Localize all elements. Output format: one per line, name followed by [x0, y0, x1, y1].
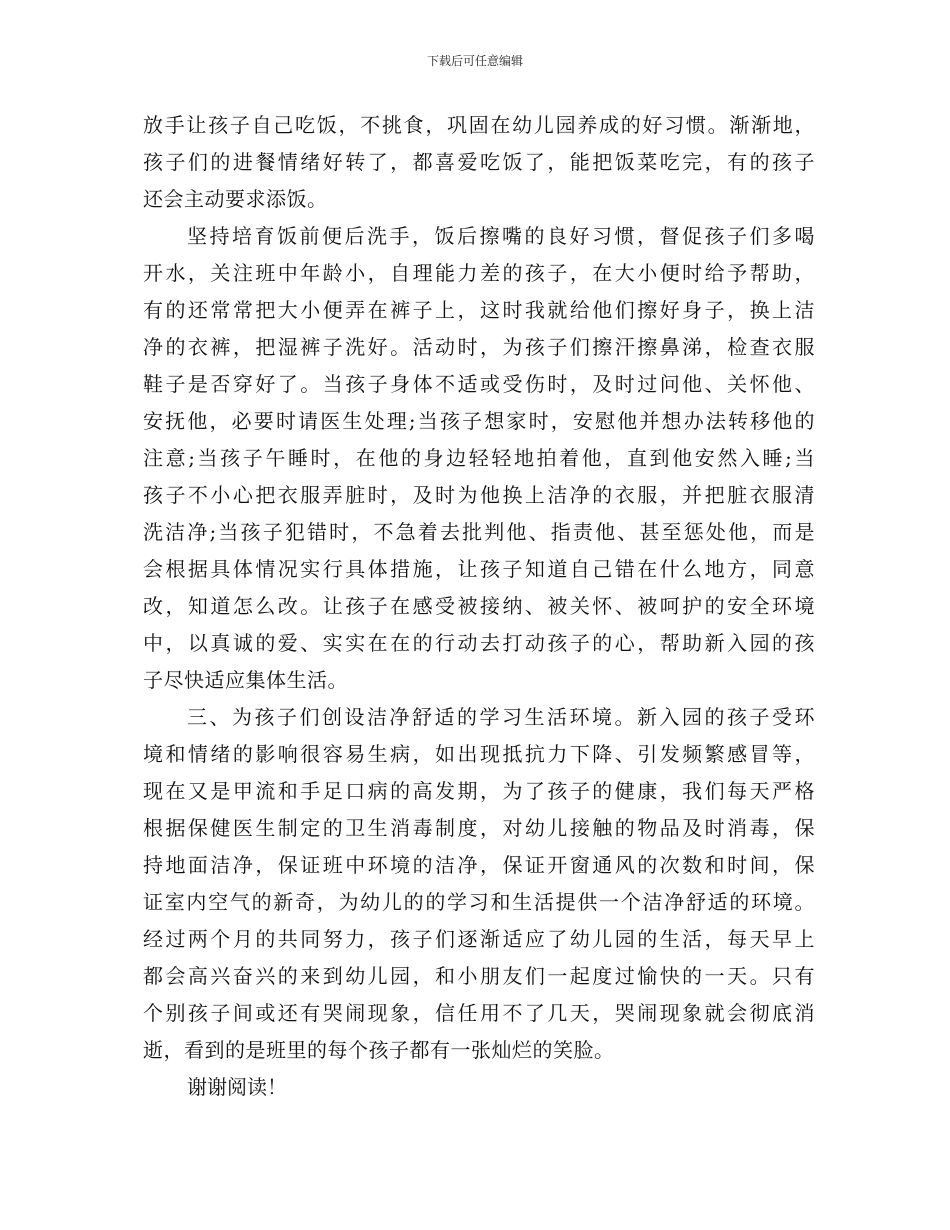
text-line: 净的衣裤，把湿裤子洗好。活动时，为孩子们擦汗擦鼻涕，检查衣服 [143, 335, 815, 359]
text-line: 证室内空气的新奇，为幼儿的的学习和生活提供一个洁净舒适的环境。 [143, 890, 815, 914]
text-line: 三、为孩子们创设洁净舒适的学习生活环境。新入园的孩子受环 [187, 705, 815, 729]
text-line: 有的还常常把大小便弄在裤子上，这时我就给他们擦好身子，换上洁 [143, 298, 815, 322]
text-line: 放手让孩子自己吃饭，不挑食，巩固在幼儿园养成的好习惯。渐渐地， [143, 113, 815, 137]
text-line: 会根据具体情况实行具体措施，让孩子知道自己错在什么地方，同意 [143, 557, 815, 581]
text-line: 现在又是甲流和手足口病的高发期，为了孩子的健康，我们每天严格 [143, 779, 815, 803]
text-line: 坚持培育饭前便后洗手，饭后擦嘴的良好习惯，督促孩子们多喝 [187, 224, 815, 248]
text-line: 还会主动要求添饭。 [143, 187, 328, 211]
text-line: 境和情绪的影响很容易生病，如出现抵抗力下降、引发频繁感冒等， [143, 742, 815, 766]
text-line: 注意;当孩子午睡时，在他的身边轻轻地拍着他，直到他安然入睡;当 [143, 446, 815, 470]
text-line: 鞋子是否穿好了。当孩子身体不适或受伤时，及时过问他、关怀他、 [143, 372, 815, 396]
paragraph-3 [143, 699, 815, 1069]
text-line: 都会高兴奋兴的来到幼儿园，和小朋友们一起度过愉快的一天。只有 [143, 964, 815, 988]
text-line: 子尽快适应集体生活。 [143, 668, 348, 692]
text-line: 孩子不小心把衣服弄脏时，及时为他换上洁净的衣服，并把脏衣服清 [143, 483, 815, 507]
page-header: 下载后可任意编辑 [426, 54, 523, 68]
document-body [143, 107, 815, 1106]
text-line: 孩子们的进餐情绪好转了，都喜爱吃饭了，能把饭菜吃完，有的孩子 [143, 150, 815, 174]
text-line: 经过两个月的共同努力，孩子们逐渐适应了幼儿园的生活，每天早上 [143, 927, 815, 951]
text-line: 开水，关注班中年龄小，自理能力差的孩子，在大小便时给予帮助， [143, 261, 815, 285]
text-line: 洗洁净;当孩子犯错时，不急着去批判他、指责他、甚至惩处他，而是 [143, 520, 815, 544]
paragraph-2 [143, 218, 815, 699]
text-line: 个别孩子间或还有哭闹现象，信任用不了几天，哭闹现象就会彻底消 [143, 1001, 815, 1025]
text-line: 安抚他，必要时请医生处理;当孩子想家时，安慰他并想办法转移他的 [143, 409, 815, 433]
text-line: 持地面洁净，保证班中环境的洁净，保证开窗通风的次数和时间，保 [143, 853, 815, 877]
text-line: 改，知道怎么改。让孩子在感受被接纳、被关怀、被呵护的安全环境 [143, 594, 815, 618]
text-line: 逝，看到的是班里的每个孩子都有一张灿烂的笑脸。 [143, 1038, 615, 1062]
text-line: 中，以真诚的爱、实实在在的行动去打动孩子的心，帮助新入园的孩 [143, 631, 815, 655]
text-line: 根据保健医生制定的卫生消毒制度，对幼儿接触的物品及时消毒，保 [143, 816, 815, 840]
paragraph-1 [143, 107, 815, 218]
closing-text: 谢谢阅读！ [187, 1075, 287, 1099]
